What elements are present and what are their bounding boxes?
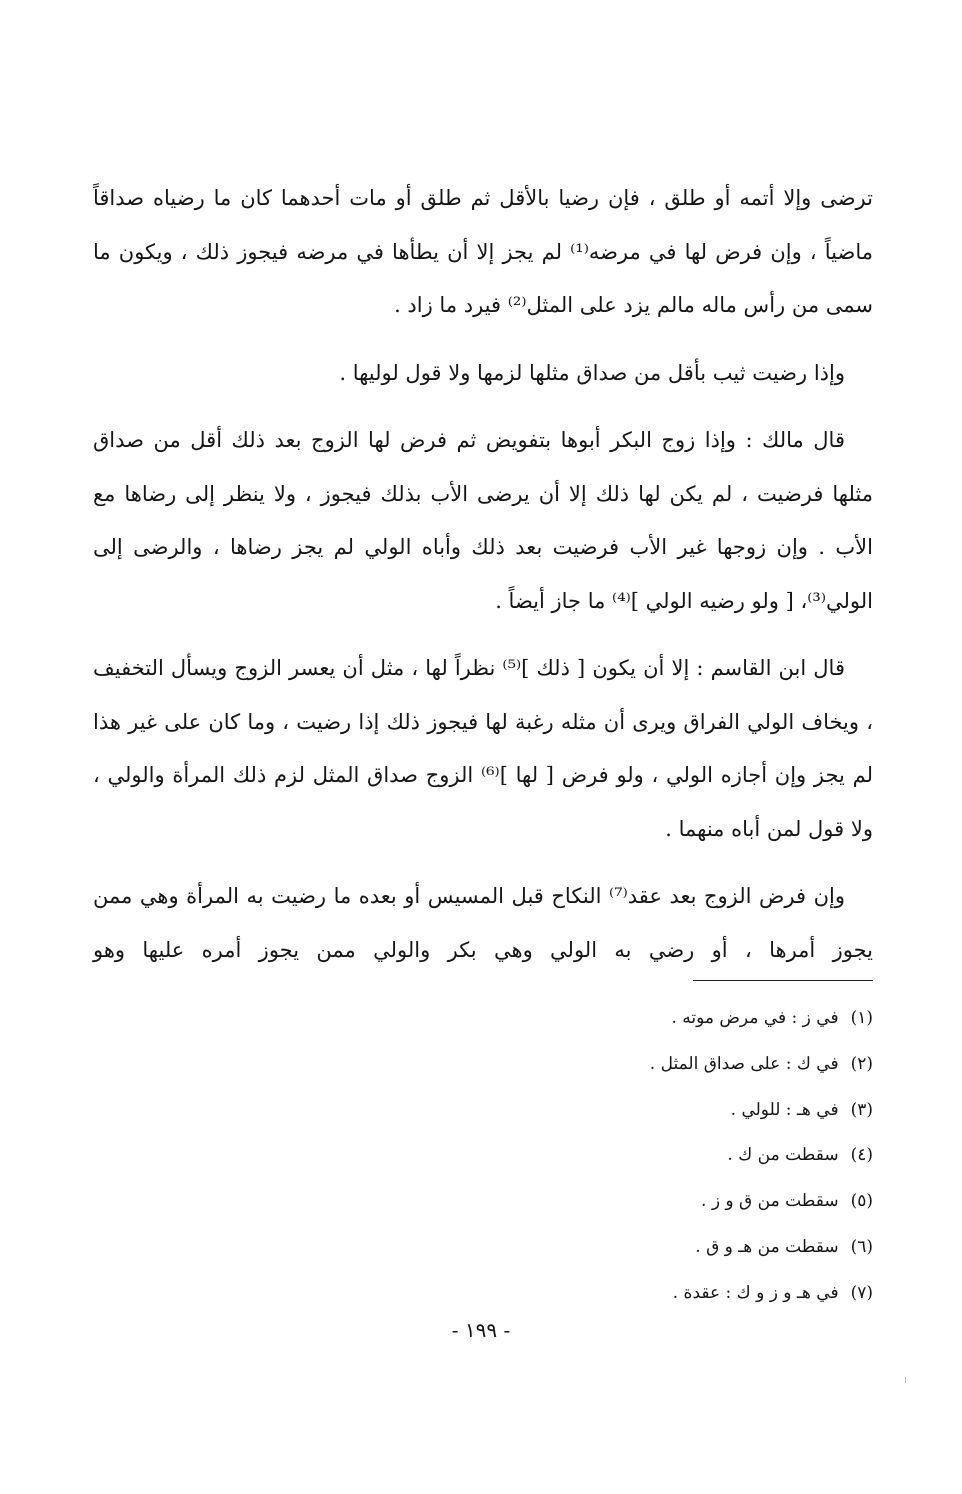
page-number: - ١٩٩ - <box>451 1318 511 1342</box>
footnote-text: سقطت من هـ و ق . <box>695 1236 839 1257</box>
paragraph-1: ترضى وإلا أتمه أو طلق ، فإن رضيا بالأقل ثم طلق أو مات أحدهما كان ما رضياه صداقاً ماضياً ، وإن فرض لها في مرضه⁽¹⁾ لم يجز إلا أن يطأها في مرضه فيجوز ذلك ، ويكون ما سمى من رأس ماله مالم يزد على المثل⁽²⁾ فيرد ما زاد . <box>93 186 873 317</box>
footnote-3 <box>373 1088 873 1134</box>
footnote-number: (٧) <box>850 1282 873 1303</box>
footnote-number: (١) <box>850 1008 873 1028</box>
footnote-4 <box>373 1133 873 1179</box>
paragraph-4: قال ابن القاسم : إلا أن يكون [ ذلك ]⁽⁵⁾ نظراً لها ، مثل أن يعسر الزوج ويسأل التخفيف ، ويخاف الولي الفراق ويرى أن مثله رغبة لها فيجوز ذلك إذا رضيت ، وما كان على غير هذا لم يجز وإن أجازه الولي ، ولو فرض [ لها ]⁽⁶⁾ الزوج صداق المثل لزم ذلك المرأة والولي ، ولا قول لمن أباه منهما . <box>93 656 873 841</box>
footnote-number: (٥) <box>850 1191 873 1212</box>
footnote-separator <box>693 980 873 981</box>
footnote-number: (٢) <box>850 1053 873 1074</box>
scan-speck <box>905 1377 906 1383</box>
footnote-1 <box>373 996 873 1042</box>
footnote-text: في هـ و ز و ك : عقدة . <box>672 1282 839 1303</box>
footnote-text: سقطت من ك . <box>727 1145 839 1166</box>
footnote-number: (٦) <box>850 1236 873 1257</box>
paragraph-5: وإن فرض الزوج بعد عقد⁽⁷⁾ النكاح قبل المسيس أو بعده ما رضيت به المرأة وهي ممن يجوز أمرها ، أو رضي به الولي وهي بكر والولي ممن يجوز أمره عليها وهو <box>93 884 873 962</box>
footnote-text: في ز : في مرض موته . <box>671 1008 839 1028</box>
footnote-number: (٤) <box>850 1145 873 1166</box>
footnote-number: (٣) <box>850 1099 873 1120</box>
footnote-text: في ك : على صداق المثل . <box>649 1053 839 1074</box>
footnotes-list <box>373 996 873 1317</box>
footnote-text: سقطت من ق و ز . <box>701 1191 839 1212</box>
paragraph-2: وإذا رضيت ثيب بأقل من صداق مثلها لزمها ولا قول لوليها . <box>339 360 845 385</box>
footnote-2 <box>373 1042 873 1088</box>
footnote-6 <box>373 1225 873 1271</box>
paragraph-3: قال مالك : وإذا زوج البكر أبوها بتفويض ثم فرض لها الزوج بعد ذلك أقل من صداق مثلها فرضيت ، لم يكن لها ذلك إلا أن يرضى الأب بذلك فيجوز ، ولا ينظر إلى رضاها مع الأب . وإن زوجها غير الأب فرضيت بعد ذلك وأباه الولي لم يجز رضاها ، والرضى إلى الولي⁽³⁾، [ ولو رضيه الولي ]⁽⁴⁾ ما جاز أيضاً . <box>93 428 873 613</box>
footnote-7 <box>373 1271 873 1317</box>
main-text <box>93 172 873 991</box>
footnote-text: في هـ : للولي . <box>730 1099 839 1120</box>
footnote-5 <box>373 1179 873 1225</box>
